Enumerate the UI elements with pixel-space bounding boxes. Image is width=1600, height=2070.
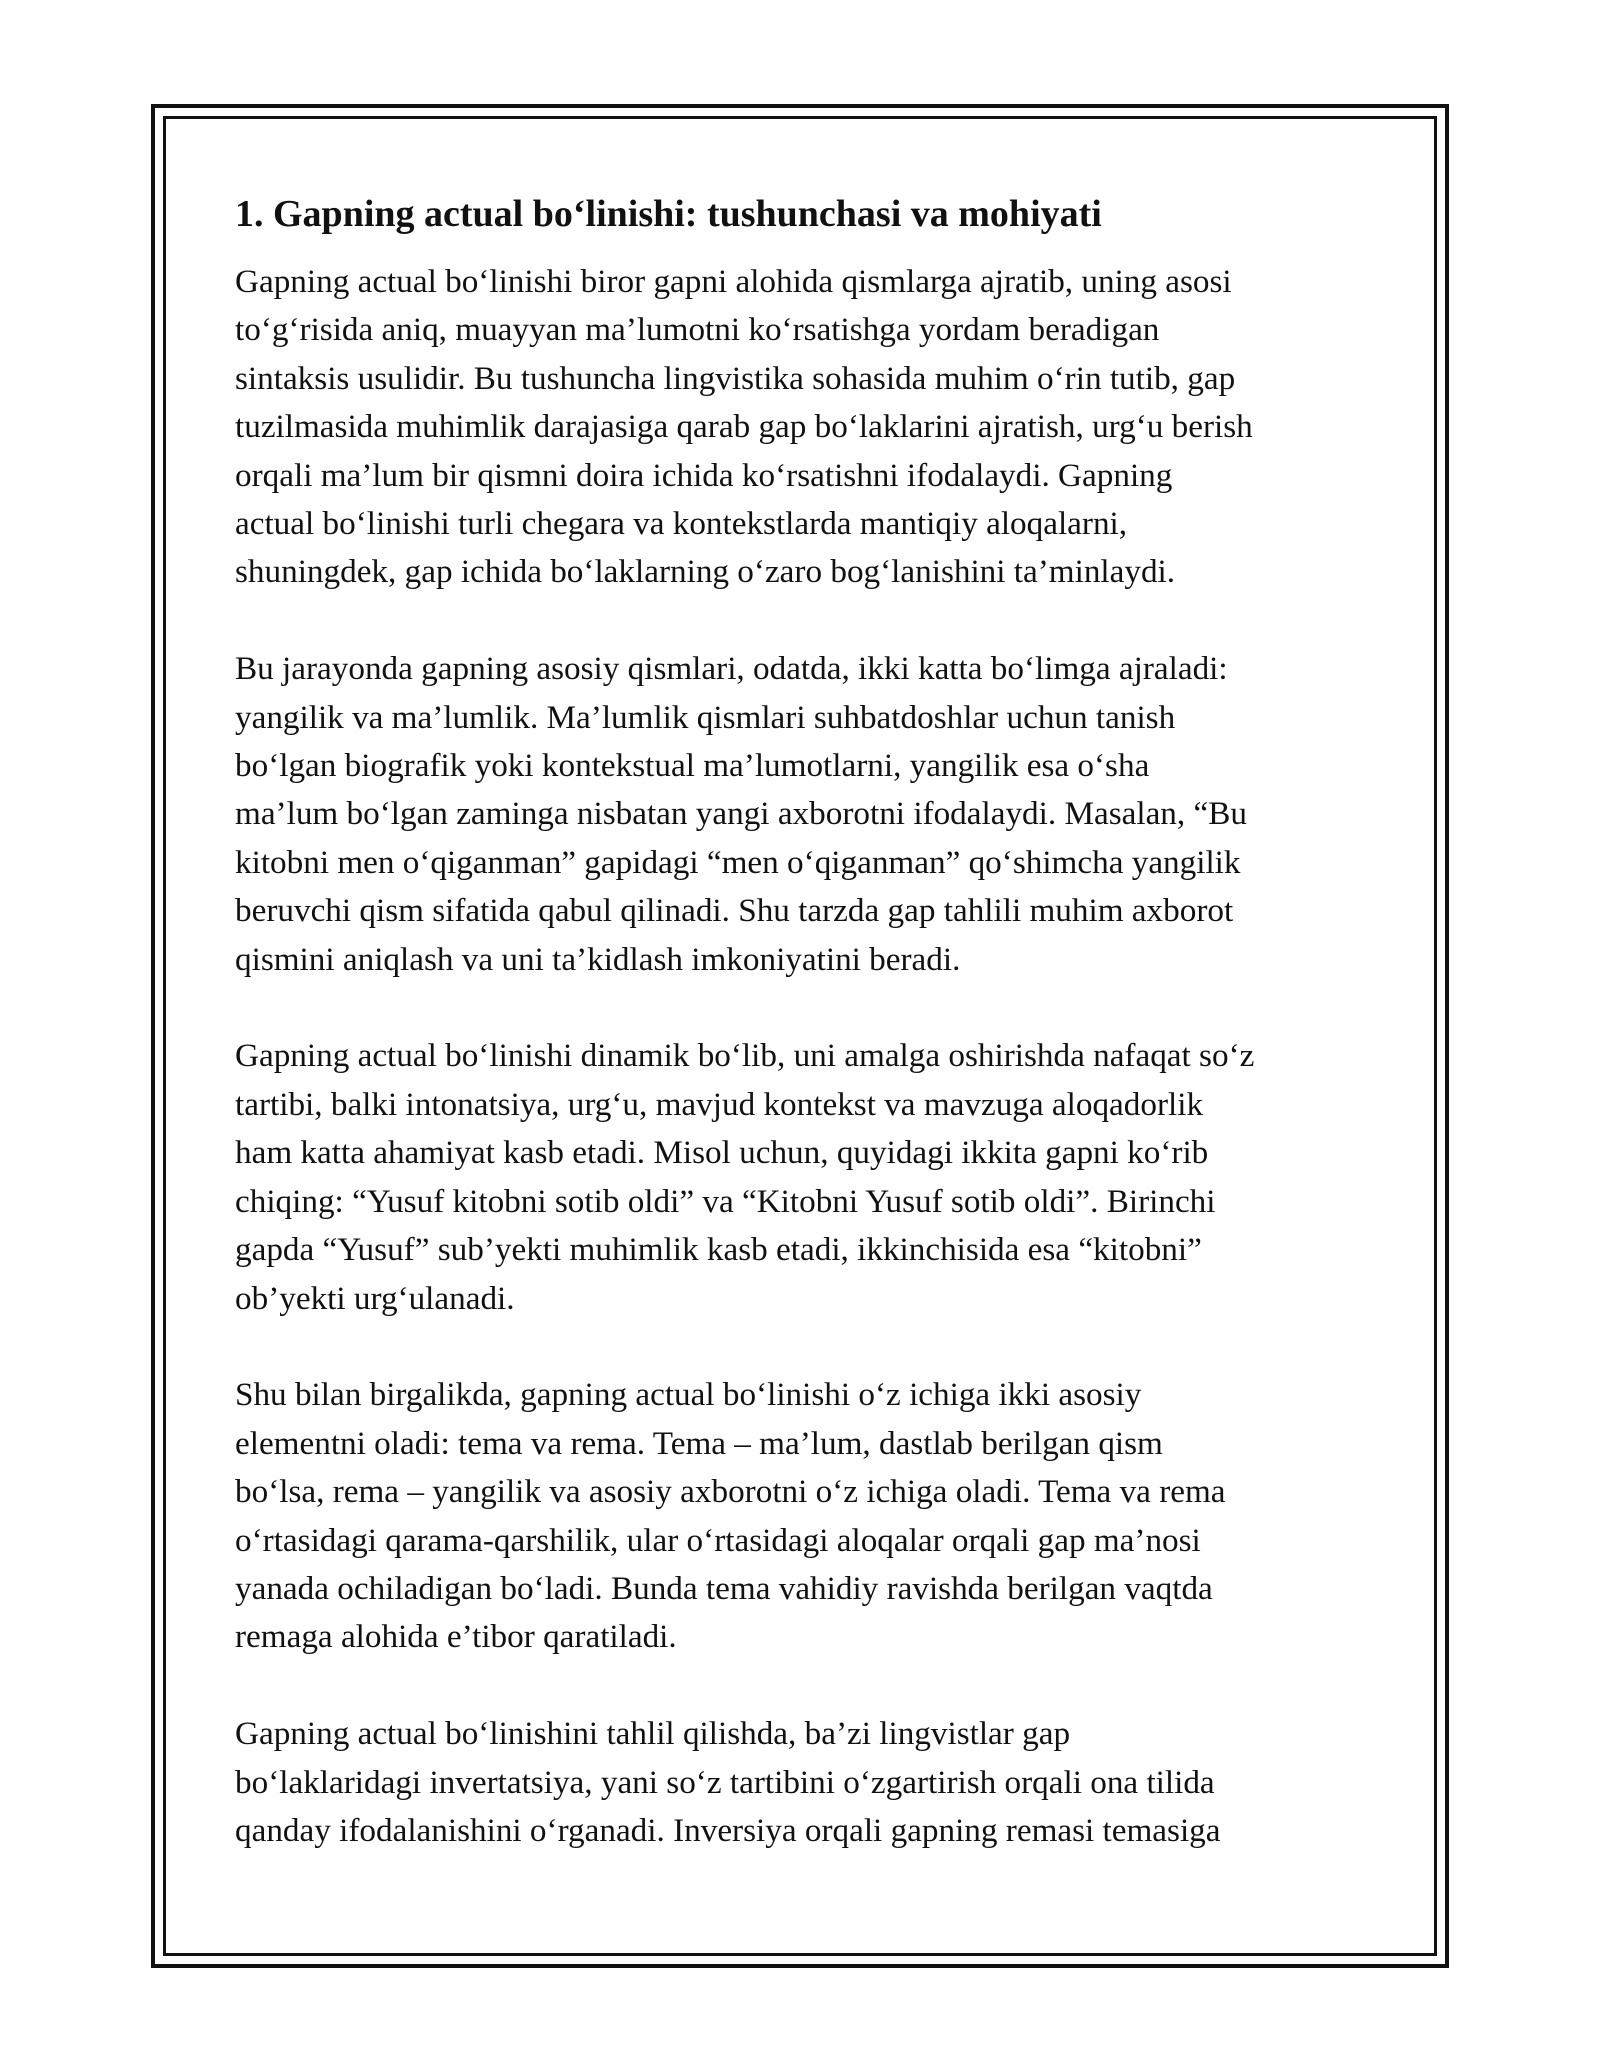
paragraph-2	[235, 645, 1375, 984]
text-line: tuzilmasida muhimlik darajasiga qarab gap bo‘laklarini ajratish, urg‘u berish	[235, 408, 1253, 446]
text-line: bo‘lgan biografik yoki kontekstual ma’lumotlarni, yangilik esa o‘sha	[235, 747, 1150, 785]
text-line: qismini aniqlash va uni ta’kidlash imkoniyatini beradi.	[235, 940, 961, 978]
text-line: yanada ochiladigan bo‘ladi. Bunda tema vahidiy ravishda berilgan vaqtda	[235, 1569, 1213, 1607]
text-line: ham katta ahamiyat kasb etadi. Misol uchun, quyidagi ikkita gapni ko‘rib	[235, 1134, 1209, 1172]
paragraphs-container	[235, 258, 1375, 1855]
text-line: qanday ifodalanishini o‘rganadi. Inversiya orqali gapning remasi temasiga	[235, 1811, 1221, 1849]
text-line: orqali ma’lum bir qismni doira ichida ko‘rsatishni ifodalaydi. Gapning	[235, 456, 1173, 494]
text-line: actual bo‘linishi turli chegara va kontekstlarda mantiqiy aloqalarni,	[235, 505, 1128, 543]
text-line: Gapning actual bo‘linishi dinamik bo‘lib, uni amalga oshirishda nafaqat so‘z	[235, 1037, 1255, 1075]
document-body	[235, 190, 1375, 1855]
text-line: yangilik va ma’lumlik. Ma’lumlik qismlari suhbatdoshlar uchun tanish	[235, 698, 1176, 736]
text-line: Shu bilan birgalikda, gapning actual bo‘linishi o‘z ichiga ikki asosiy	[235, 1376, 1142, 1414]
text-line: chiqing: “Yusuf kitobni sotib oldi” va “Kitobni Yusuf sotib oldi”. Birinchi	[235, 1182, 1216, 1220]
text-line: beruvchi qism sifatida qabul qilinadi. Shu tarzda gap tahlili muhim axborot	[235, 892, 1234, 930]
text-line: bo‘lsa, rema – yangilik va asosiy axborotni o‘z ichiga oladi. Tema va rema	[235, 1473, 1226, 1511]
section-heading: 1. Gapning actual bo‘linishi: tushunchasi va mohiyati	[235, 193, 1102, 235]
text-line: shuningdek, gap ichida bo‘laklarning o‘zaro bog‘lanishini ta’minlaydi.	[235, 553, 1176, 591]
paragraph-3	[235, 1032, 1375, 1322]
paragraph-5	[235, 1710, 1375, 1855]
paragraph-4	[235, 1371, 1375, 1661]
text-line: elementni oladi: tema va rema. Tema – ma’lum, dastlab berilgan qism	[235, 1424, 1163, 1462]
text-line: remaga alohida e’tibor qaratiladi.	[235, 1618, 677, 1656]
text-line: gapda “Yusuf” sub’yekti muhimlik kasb etadi, ikkinchisida esa “kitobni”	[235, 1231, 1202, 1269]
text-line: Bu jarayonda gapning asosiy qismlari, odatda, ikki katta bo‘limga ajraladi:	[235, 650, 1228, 688]
text-line: to‘g‘risida aniq, muayyan ma’lumotni ko‘rsatishga yordam beradigan	[235, 311, 1160, 349]
text-line: o‘rtasidagi qarama-qarshilik, ular o‘rtasidagi aloqalar orqali gap ma’nosi	[235, 1521, 1201, 1559]
text-line: kitobni men o‘qiganman” gapidagi “men o‘qiganman” qo‘shimcha yangilik	[235, 843, 1241, 881]
text-line: ma’lum bo‘lgan zaminga nisbatan yangi axborotni ifodalaydi. Masalan, “Bu	[235, 795, 1247, 833]
text-line: tartibi, balki intonatsiya, urg‘u, mavjud kontekst va mavzuga aloqadorlik	[235, 1085, 1204, 1123]
text-line: sintaksis usulidir. Bu tushuncha lingvistika sohasida muhim o‘rin tutib, gap	[235, 359, 1236, 397]
text-line: bo‘laklaridagi invertatsiya, yani so‘z tartibini o‘zgartirish orqali ona tilida	[235, 1763, 1215, 1801]
text-line: Gapning actual bo‘linishi biror gapni alohida qismlarga ajratib, uning asosi	[235, 263, 1232, 300]
text-line: Gapning actual bo‘linishini tahlil qilishda, ba’zi lingvistlar gap	[235, 1715, 1071, 1753]
paragraph-1	[235, 258, 1375, 597]
text-line: ob’yekti urg‘ulanadi.	[235, 1279, 515, 1317]
